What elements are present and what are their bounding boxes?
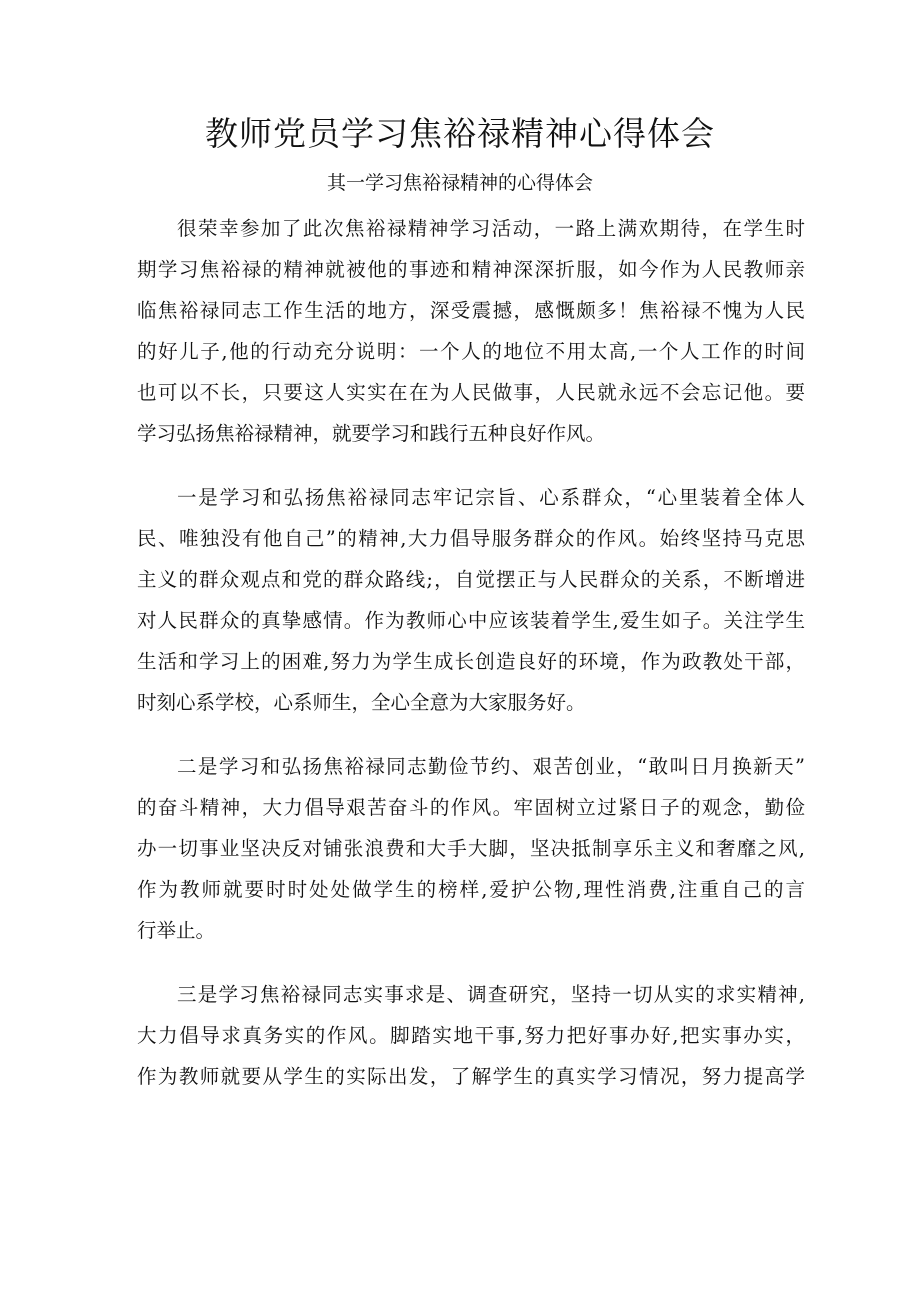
paragraph-line: 二是学习和弘扬焦裕禄同志勤俭节约、艰苦创业，“敢叫日月换新天” bbox=[177, 755, 805, 778]
paragraph-line: 主义的群众观点和党的群众路线;，自觉摆正与人民群众的关系，不断增进 bbox=[137, 568, 805, 591]
paragraph bbox=[137, 477, 805, 723]
paragraph-line: 行举止。 bbox=[137, 919, 216, 942]
paragraph-line: 很荣幸参加了此次焦裕禄精神学习活动，一路上满欢期待，在学生时 bbox=[177, 217, 805, 240]
paragraph-gap bbox=[137, 454, 805, 477]
paragraph-gap bbox=[137, 951, 805, 974]
paragraph bbox=[137, 208, 805, 454]
paragraph-line: 的好儿子,他的行动充分说明：一个人的地位不用太高,一个人工作的时间 bbox=[137, 340, 805, 363]
paragraph-line: 三是学习焦裕禄同志实事求是、调查研究，坚持一切从实的求实精神, bbox=[177, 983, 805, 1006]
paragraph-line: 作为教师就要从学生的实际出发，了解学生的真实学习情况，努力提高学 bbox=[137, 1065, 805, 1088]
paragraph bbox=[137, 746, 805, 951]
paragraph-line: 对人民群众的真挚感情。作为教师心中应该装着学生,爱生如子。关注学生 bbox=[137, 609, 805, 632]
paragraph-line: 一是学习和弘扬焦裕禄同志牢记宗旨、心系群众，“心里装着全体人 bbox=[177, 486, 805, 509]
paragraph-line: 临焦裕禄同志工作生活的地方，深受震撼，感慨颇多！焦裕禄不愧为人民 bbox=[137, 299, 805, 322]
paragraph-line: 民、唯独没有他自己”的精神,大力倡导服务群众的作风。始终坚持马克思 bbox=[137, 527, 805, 550]
document-title: 教师党员学习焦裕禄精神心得体会 bbox=[205, 114, 715, 153]
paragraph-line: 学习弘扬焦裕禄精神，就要学习和践行五种良好作风。 bbox=[137, 422, 606, 445]
paragraph-line: 办一切事业坚决反对铺张浪费和大手大脚，坚决抵制享乐主义和奢靡之风, bbox=[137, 837, 805, 860]
paragraph-line: 也可以不长，只要这人实实在在为人民做事，人民就永远不会忘记他。要 bbox=[137, 381, 805, 404]
document-body bbox=[137, 208, 805, 1097]
paragraph-line: 时刻心系学校，心系师生，全心全意为大家服务好。 bbox=[137, 691, 586, 714]
paragraph-line: 期学习焦裕禄的精神就被他的事迹和精神深深折服，如今作为人民教师亲 bbox=[137, 258, 805, 281]
paragraph-line: 作为教师就要时时处处做学生的榜样,爱护公物,理性消费,注重自己的言 bbox=[137, 878, 805, 901]
document-subtitle: 其一学习焦裕禄精神的心得体会 bbox=[326, 172, 593, 194]
paragraph-line: 生活和学习上的困难,努力为学生成长创造良好的环境，作为政教处干部， bbox=[137, 650, 805, 673]
paragraph-line: 的奋斗精神，大力倡导艰苦奋斗的作风。牢固树立过紧日子的观念，勤俭 bbox=[137, 796, 805, 819]
paragraph bbox=[137, 974, 805, 1097]
paragraph-gap bbox=[137, 723, 805, 746]
paragraph-line: 大力倡导求真务实的作风。脚踏实地干事,努力把好事办好,把实事办实， bbox=[137, 1024, 805, 1047]
